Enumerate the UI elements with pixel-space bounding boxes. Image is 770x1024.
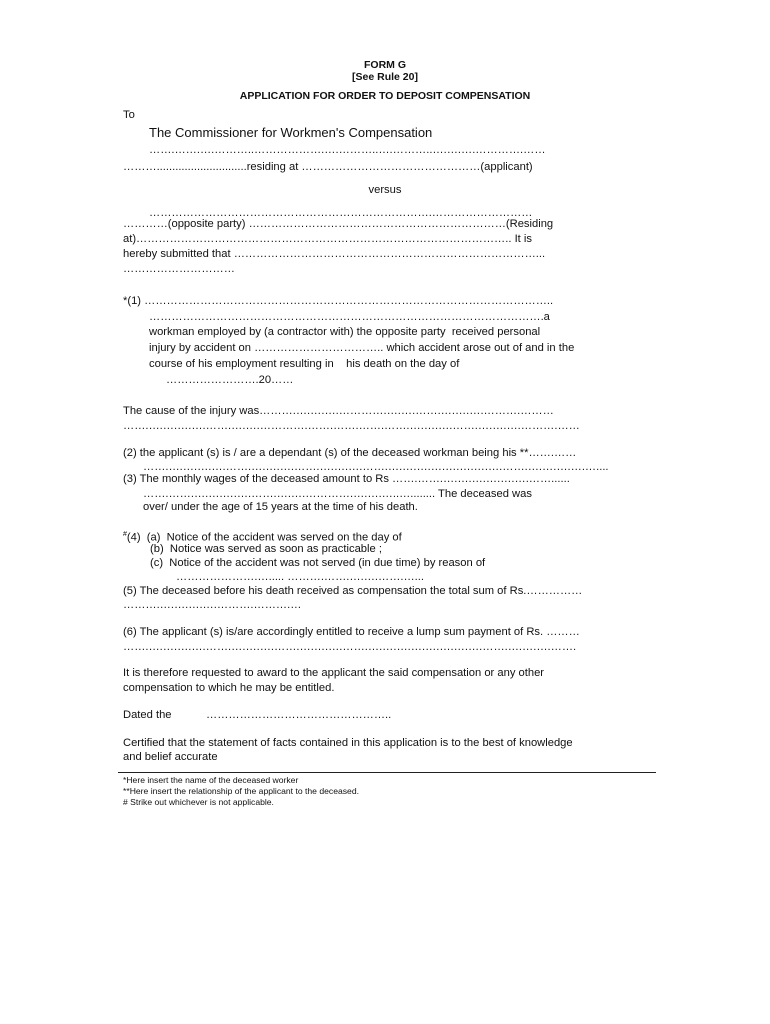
footnote: # Strike out whichever is not applicable.: [123, 797, 274, 807]
submitted-line: hereby submitted that ………………………………………………………………………...: [123, 248, 546, 260]
item5-line: ……….….….….….……….……….…: [123, 599, 302, 611]
certified-line: and belief accurate: [123, 751, 218, 763]
item6-line: …….….….….….…….….….….…….….….….…….….….….….….….….….…….….….….…….: [123, 641, 577, 653]
commissioner-line: The Commissioner for Workmen's Compensation: [149, 125, 433, 140]
item4-line: (c) Notice of the accident was not served (in due time) by reason of: [150, 557, 486, 569]
blank-line: …………………………: [123, 263, 235, 275]
applicant-line: ……….............................residing at …………………………………………(applicant): [123, 161, 533, 173]
item3-line: over/ under the age of 15 years at the time of his death.: [143, 501, 418, 513]
footnote-divider: [118, 772, 656, 773]
strike-out-mark: #: [123, 531, 127, 538]
item1-line: …………………………………………………………………………………………….a: [149, 311, 550, 323]
footnote: **Here insert the relationship of the applicant to the deceased.: [123, 786, 360, 796]
item2-line: (2) the applicant (s) is / are a dependant (s) of the deceased workman being his **…….……: [123, 447, 577, 459]
item1-line: *(1) ………………………………………………………………………………………………..: [123, 295, 554, 307]
item2-line: …….….….….….…….….….….…….….….….…….….….….….….….….….…….….….….….…....: [143, 461, 609, 473]
item6-line: (6) The applicant (s) is/are accordingly entitled to receive a lump sum payment of Rs. ………: [123, 626, 580, 638]
cause-line: …….….….….….…….….….………….…….…….…….…….….….….…….….….….……….……: [123, 420, 580, 432]
footnote: *Here insert the name of the deceased worker: [123, 775, 299, 785]
rule-reference: [See Rule 20]: [352, 71, 418, 83]
item4-line: (b) Notice was served as soon as practicable ;: [150, 543, 382, 555]
item5-line: (5) The deceased before his death received as compensation the total sum of Rs.……………: [123, 585, 583, 597]
blank-line: ………………………………………………………………….………………………: [149, 207, 533, 219]
cause-line: The cause of the injury was……….….….….………….….….…….….….….……….………: [123, 405, 554, 417]
residing-line: at)……………………………………………………………………………………….. It is: [123, 233, 532, 245]
item1-line: course of his employment resulting in his death on the day of: [149, 358, 460, 370]
item3-line: (3) The monthly wages of the deceased amount to Rs …….…….….….….….….….……......: [123, 473, 570, 485]
item1-line: injury by accident on …………………………….. which accident arose out of and in the: [149, 342, 575, 354]
item1-line: workman employed by (a contractor with) the opposite party received personal: [149, 326, 541, 338]
item4-text-a: (4) (a) Notice of the accident was served on the day of: [126, 531, 402, 544]
form-title: FORM G: [364, 59, 406, 71]
to-label: To: [123, 109, 135, 121]
certified-line: Certified that the statement of facts contained in this application is to the best of knowledge: [123, 737, 573, 749]
item3-line: …….…….….….….….…….….….………….….….…..…........ The deceased was: [143, 488, 532, 500]
request-line: compensation to which he may be entitled.: [123, 682, 335, 694]
item1-line: …………………….20……: [166, 374, 294, 386]
versus-label: versus: [368, 184, 402, 196]
dated-label: Dated the: [123, 709, 172, 721]
blank-line: …….…….….………..……………….….………..….………..….….….………….……: [149, 144, 546, 156]
dated-blank: …………………………………………..: [206, 709, 392, 721]
item4-line: ………………….…..... ……….…….….….…….…...: [176, 571, 424, 583]
form-heading: APPLICATION FOR ORDER TO DEPOSIT COMPENSATION: [239, 90, 531, 102]
request-line: It is therefore requested to award to the applicant the said compensation or any other: [123, 667, 545, 679]
opposite-party-line: …………(opposite party) ……………………………………………………………(Residing: [123, 218, 554, 230]
